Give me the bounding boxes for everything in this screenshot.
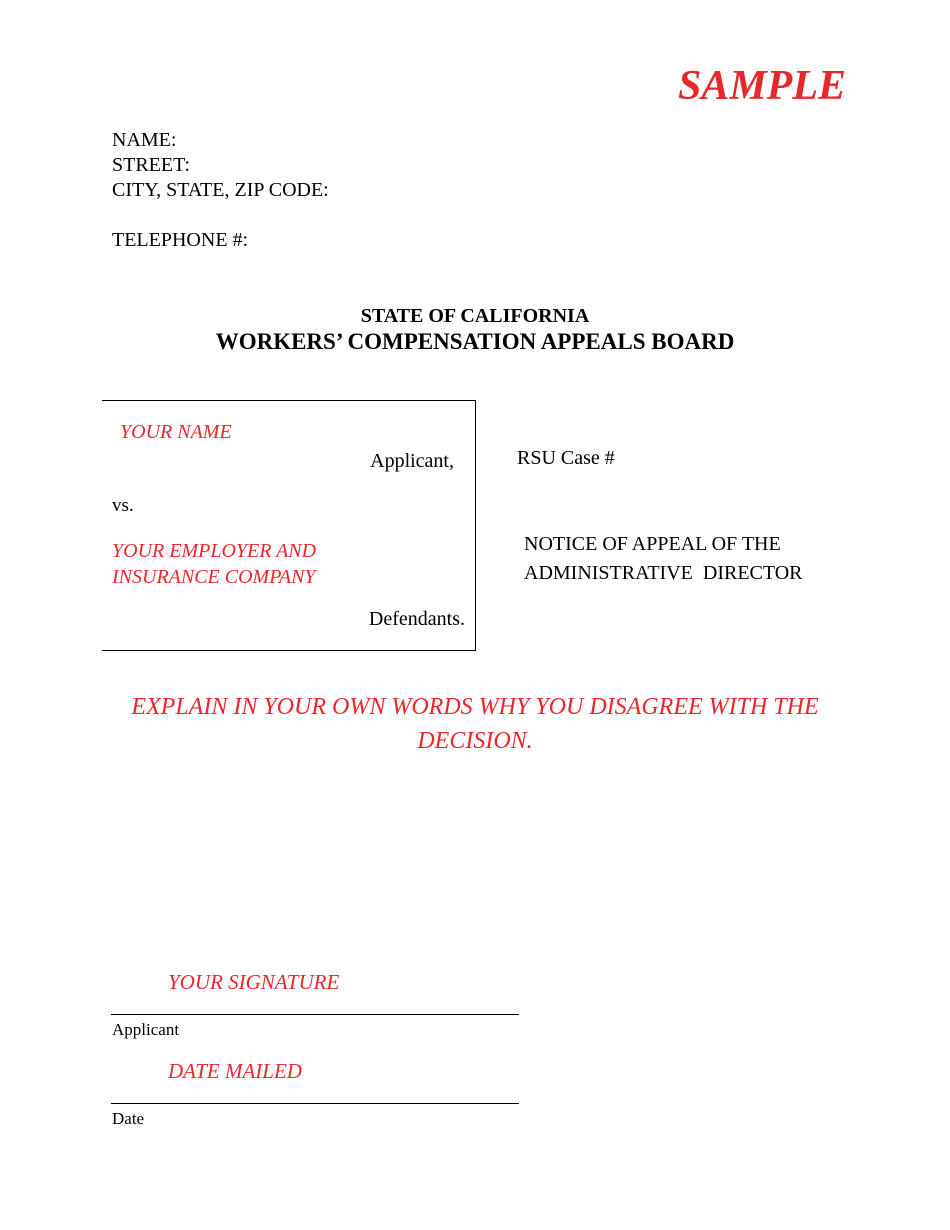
defendants-label: Defendants.	[368, 608, 465, 630]
city-state-zip-label: CITY, STATE, ZIP CODE:	[112, 179, 329, 201]
defendant-placeholder	[112, 538, 316, 590]
street-label: STREET:	[112, 154, 190, 176]
contact-block	[112, 128, 329, 253]
applicant-name-placeholder: YOUR NAME	[120, 421, 232, 443]
signature-applicant-label: Applicant	[112, 1020, 180, 1039]
date-mailed-placeholder: DATE MAILED	[168, 1059, 302, 1083]
signature-placeholder: YOUR SIGNATURE	[168, 970, 340, 994]
date-line	[111, 1103, 519, 1104]
versus-label: vs.	[112, 495, 134, 516]
board-heading: WORKERS’ COMPENSATION APPEALS BOARD	[215, 329, 735, 354]
notice-title	[524, 530, 803, 588]
name-label: NAME:	[112, 129, 177, 151]
defendant-placeholder-line2: INSURANCE COMPANY	[112, 566, 316, 588]
notice-title-line1: NOTICE OF APPEAL OF THE	[524, 533, 781, 555]
applicant-label: Applicant,	[370, 450, 454, 472]
state-heading: STATE OF CALIFORNIA	[360, 305, 590, 327]
rsu-case-label: RSU Case #	[517, 447, 615, 469]
caption-right-border	[475, 400, 476, 651]
notice-title-line2: ADMINISTRATIVE DIRECTOR	[524, 562, 803, 584]
caption-bottom-border	[102, 650, 476, 651]
sample-watermark: SAMPLE	[677, 63, 846, 109]
date-label: Date	[112, 1109, 145, 1128]
telephone-label: TELEPHONE #:	[112, 229, 249, 251]
signature-line	[111, 1014, 519, 1015]
defendant-placeholder-line1: YOUR EMPLOYER AND	[112, 540, 317, 562]
explanation-instruction: EXPLAIN IN YOUR OWN WORDS WHY YOU DISAGREE WITH THE DECISION.	[131, 694, 819, 754]
caption-top-border	[102, 400, 476, 401]
